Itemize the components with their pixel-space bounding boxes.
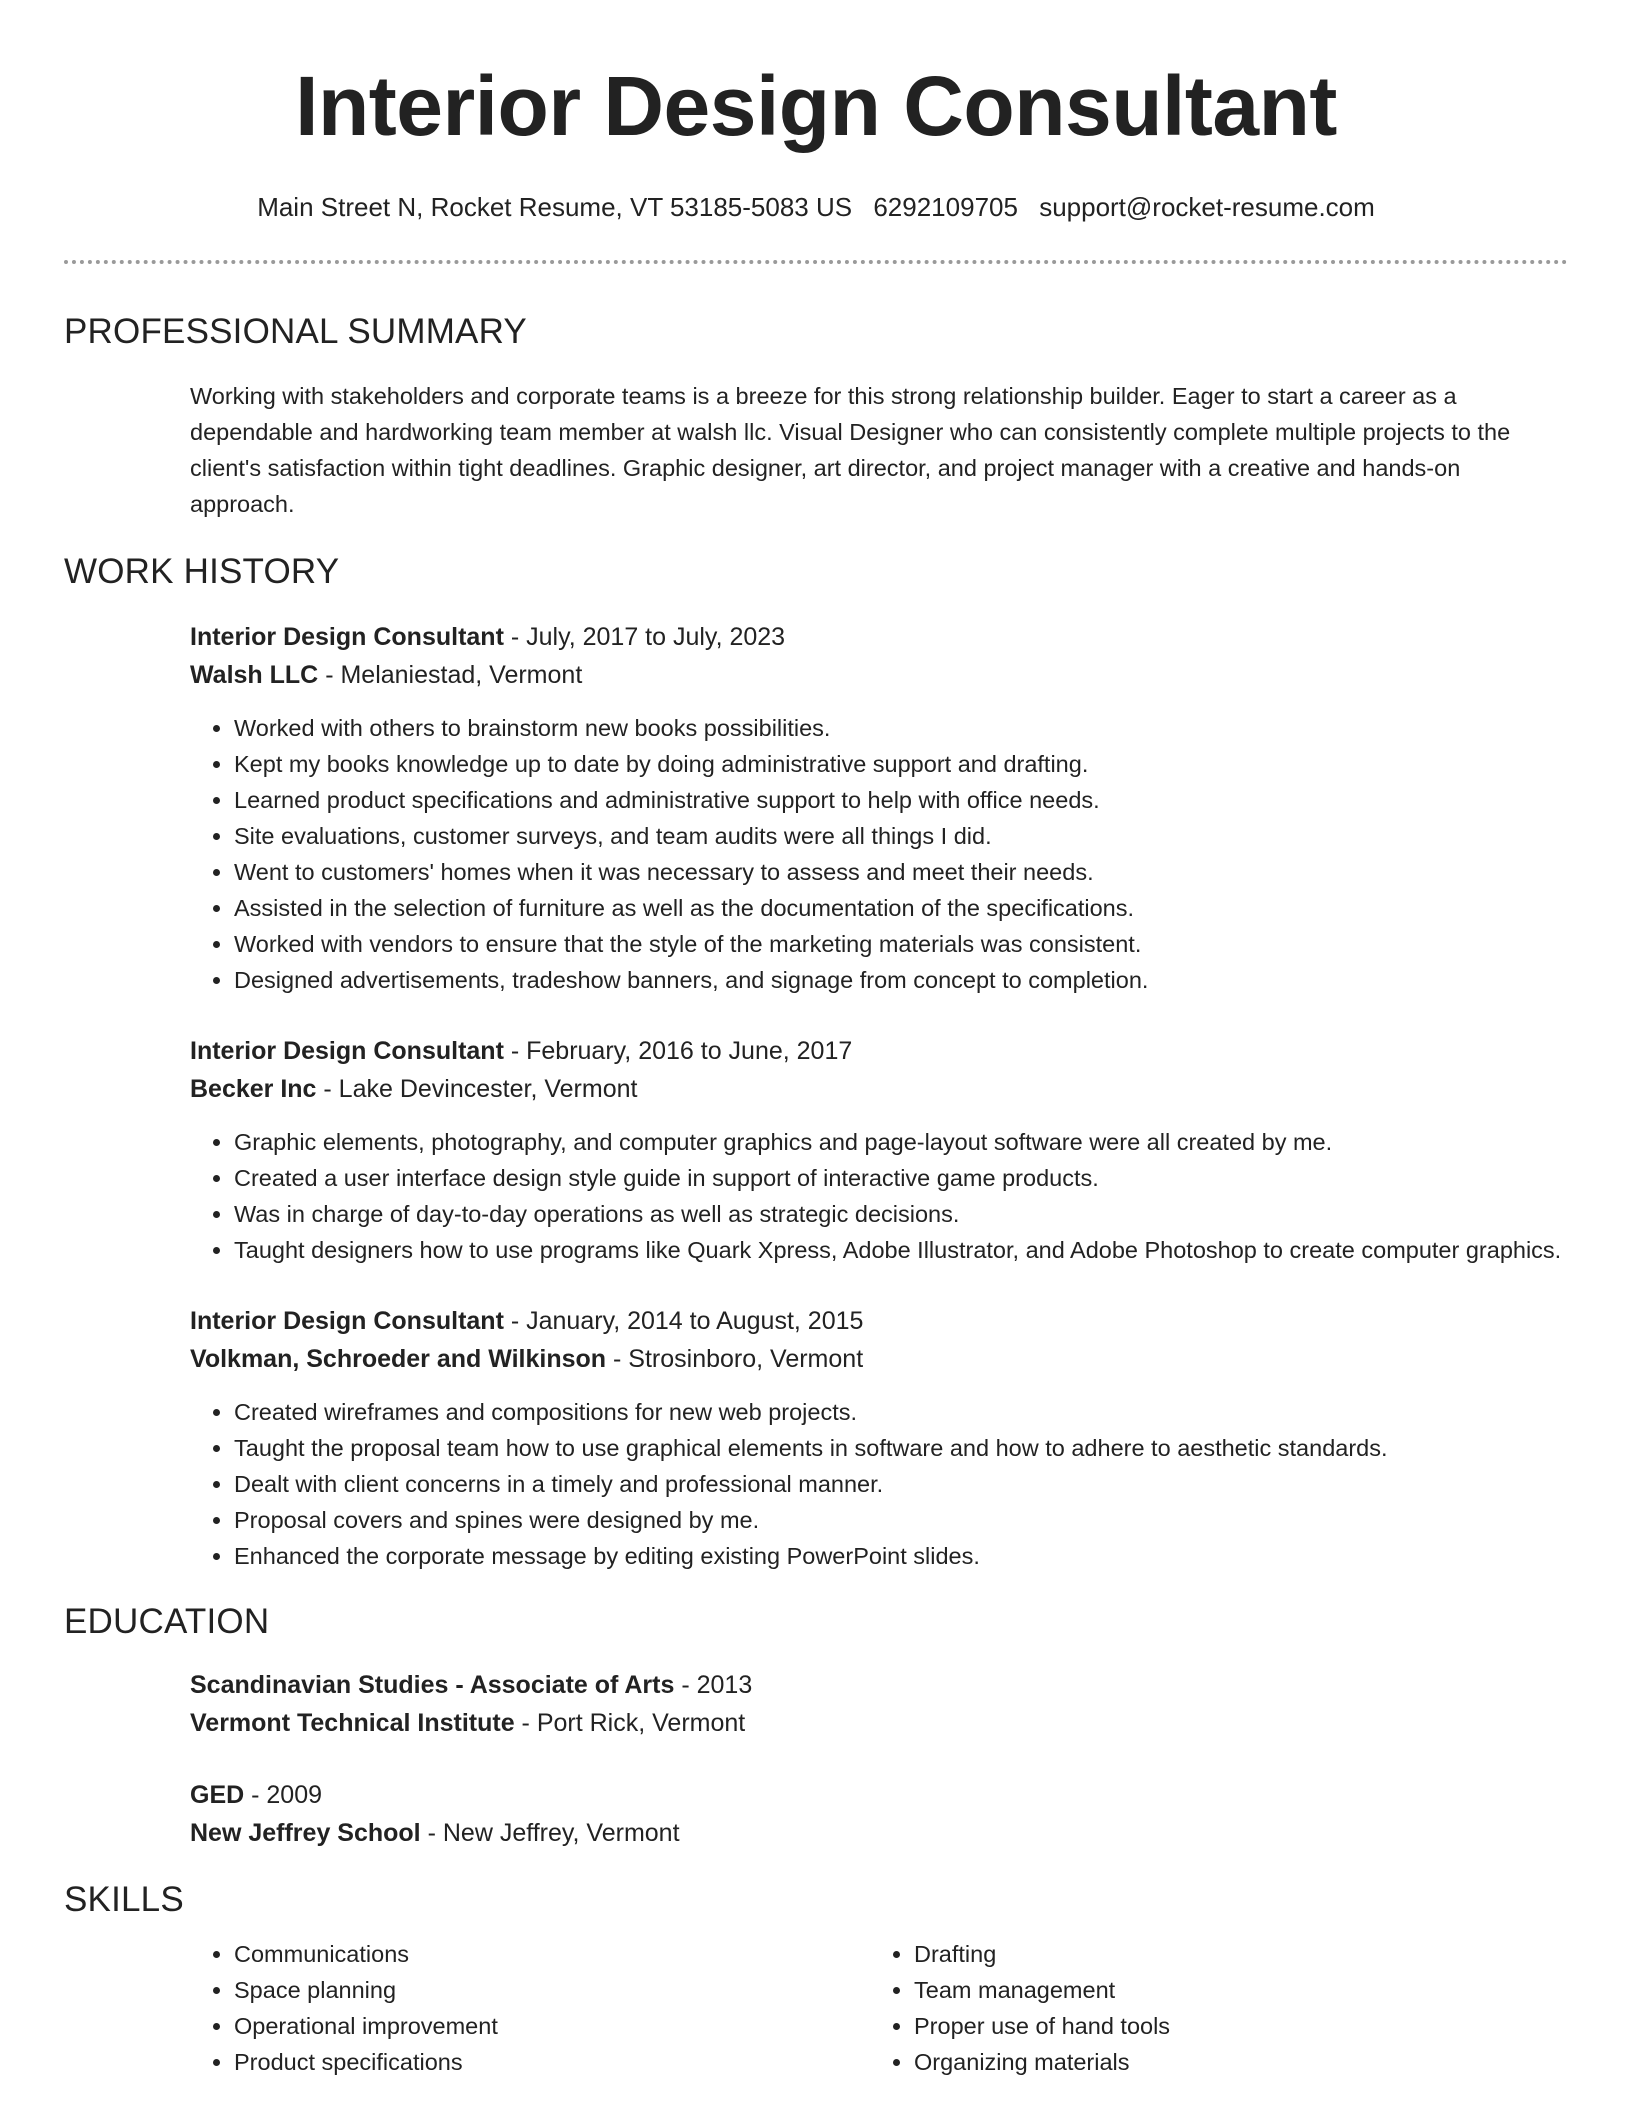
list-item: • Assisted in the selection of furniture as well as the documentation of the specifications.: [234, 890, 1568, 926]
job-role-line: [190, 1032, 1568, 1070]
job-company: Becker Inc: [190, 1075, 317, 1103]
list-item: • Dealt with client concerns in a timely and professional manner.: [234, 1466, 1568, 1502]
education-location: - Port Rick, Vermont: [514, 1709, 746, 1737]
job-bullets: [190, 1124, 1568, 1268]
list-item: • Operational improvement: [234, 2008, 870, 2044]
job-entry: [190, 618, 1568, 998]
list-item: • Kept my books knowledge up to date by doing administrative support and drafting.: [234, 746, 1568, 782]
list-item: • Organizing materials: [914, 2044, 1550, 2080]
education-degree-line: [190, 1666, 1568, 1704]
skills-grid: [190, 1936, 1568, 2080]
education-section: [64, 1600, 1568, 1852]
list-item: • Worked with vendors to ensure that the style of the marketing materials was consistent.: [234, 926, 1568, 962]
education-year: - 2009: [244, 1781, 323, 1809]
job-dates: - February, 2016 to June, 2017: [503, 1037, 853, 1065]
list-item: • Proposal covers and spines were designed by me.: [234, 1502, 1568, 1538]
education-degree: Scandinavian Studies - Associate of Arts: [190, 1671, 675, 1699]
job-company-line: [190, 656, 1568, 694]
job-company-line: [190, 1070, 1568, 1108]
job-bullets: [190, 710, 1568, 998]
section-title-summary: PROFESSIONAL SUMMARY: [64, 312, 527, 351]
list-item: • Created a user interface design style guide in support of interactive game products.: [234, 1160, 1568, 1196]
contact-phone: 6292109705: [873, 192, 1018, 222]
education-location: - New Jeffrey, Vermont: [420, 1819, 680, 1847]
job-location: - Melaniestad, Vermont: [318, 661, 583, 689]
job-dates: - January, 2014 to August, 2015: [503, 1307, 864, 1335]
list-item: • Worked with others to brainstorm new books possibilities.: [234, 710, 1568, 746]
resume-header: [64, 0, 1568, 224]
summary-text: Working with stakeholders and corporate teams is a breeze for this strong relationship builder. Eager to start a career as a dependable and hardworking team member at walsh llc. Visual Designer who can consistently complete multiple projects to the client's satisfaction within tight deadlines. Graphic designer, art director, and project manager with a creative and hands-on approach.: [190, 383, 1511, 517]
list-item: • Went to customers' homes when it was necessary to assess and meet their needs.: [234, 854, 1568, 890]
page-title: Interior Design Consultant: [295, 59, 1337, 153]
education-school: Vermont Technical Institute: [190, 1709, 515, 1737]
job-company: Volkman, Schroeder and Wilkinson: [190, 1345, 607, 1373]
job-location: - Lake Devincester, Vermont: [316, 1075, 638, 1103]
list-item: • Created wireframes and compositions for new web projects.: [234, 1394, 1568, 1430]
list-item: • Team management: [914, 1972, 1550, 2008]
list-item: • Was in charge of day-to-day operations as well as strategic decisions.: [234, 1196, 1568, 1232]
education-school-line: [190, 1704, 1568, 1742]
section-title-skills: SKILLS: [64, 1880, 184, 1919]
job-location: - Strosinboro, Vermont: [606, 1345, 864, 1373]
list-item: • Site evaluations, customer surveys, and team audits were all things I did.: [234, 818, 1568, 854]
job-entry: [190, 1032, 1568, 1268]
list-item: • Proper use of hand tools: [914, 2008, 1550, 2044]
list-item: • Designed advertisements, tradeshow banners, and signage from concept to completion.: [234, 962, 1568, 998]
job-role-line: [190, 1302, 1568, 1340]
section-title-work: WORK HISTORY: [64, 552, 340, 591]
summary-section: [64, 310, 1568, 522]
header-divider: [64, 260, 1568, 264]
skills-column-left: [190, 1936, 870, 2080]
list-item: • Taught designers how to use programs like Quark Xpress, Adobe Illustrator, and Adobe Photoshop to create computer graphics.: [234, 1232, 1568, 1268]
list-item: • Space planning: [234, 1972, 870, 2008]
job-dates: - July, 2017 to July, 2023: [503, 623, 786, 651]
contact-address: Main Street N, Rocket Resume, VT 53185-5083 US: [257, 192, 853, 222]
list-item: • Drafting: [914, 1936, 1550, 1972]
education-school-line: [190, 1814, 1568, 1852]
job-bullets: [190, 1394, 1568, 1574]
education-school: New Jeffrey School: [190, 1819, 421, 1847]
list-item: • Graphic elements, photography, and computer graphics and page-layout software were all created by me.: [234, 1124, 1568, 1160]
education-degree: GED: [190, 1781, 245, 1809]
job-role: Interior Design Consultant: [190, 1037, 504, 1065]
section-title-education: EDUCATION: [64, 1602, 270, 1641]
job-company: Walsh LLC: [190, 661, 319, 689]
list-item: • Learned product specifications and administrative support to help with office needs.: [234, 782, 1568, 818]
job-company-line: [190, 1340, 1568, 1378]
education-entry: [190, 1776, 1568, 1852]
skills-section: [64, 1878, 1568, 2080]
education-entry: [190, 1666, 1568, 1742]
education-degree-line: [190, 1776, 1568, 1814]
job-role: Interior Design Consultant: [190, 623, 504, 651]
list-item: • Enhanced the corporate message by editing existing PowerPoint slides.: [234, 1538, 1568, 1574]
list-item: • Product specifications: [234, 2044, 870, 2080]
list-item: • Taught the proposal team how to use graphical elements in software and how to adhere to aesthetic standards.: [234, 1430, 1568, 1466]
skills-column-right: [870, 1936, 1550, 2080]
job-entry: [190, 1302, 1568, 1574]
list-item: • Communications: [234, 1936, 870, 1972]
contact-line: [64, 190, 1568, 224]
job-role-line: [190, 618, 1568, 656]
education-year: - 2013: [674, 1671, 753, 1699]
job-role: Interior Design Consultant: [190, 1307, 504, 1335]
contact-email: support@rocket-resume.com: [1039, 192, 1375, 222]
work-history-section: [64, 550, 1568, 1574]
